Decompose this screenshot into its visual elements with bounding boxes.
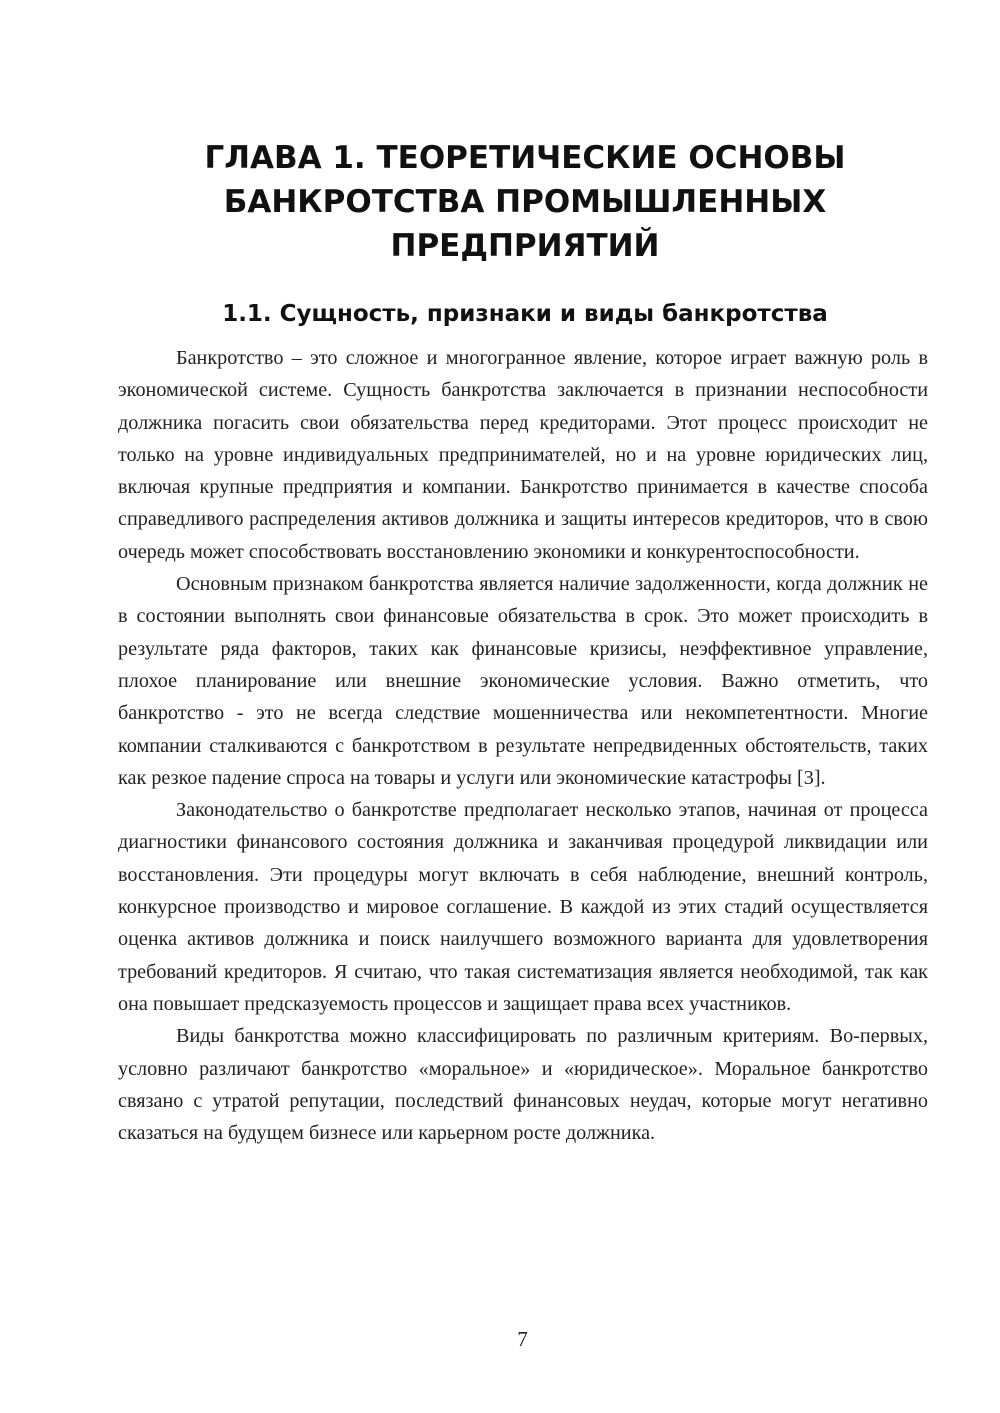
page-number: 7: [517, 1327, 528, 1351]
chapter-title: [100, 136, 950, 268]
paragraph-3: Законодательство о банкротстве предполагает несколько этапов, начиная от процесса диагностики финансового состояния должника и заканчивая процедурой ликвидации или восстановления. Эти процедуры могут включать в себя наблюдение, внешний контроль, конкурсное производство и мировое соглашение. В каждой из этих стадий осуществляется оценка активов должника и поиск наилучшего возможного варианта для удовлетворения требований кредиторов. Я считаю, что такая систематизация является необходимой, так как она повышает предсказуемость процессов и защищает права всех участников.: [118, 799, 928, 1015]
paragraph-4: Виды банкротства можно классифицировать по различным критериям. Во-первых, условно различают банкротство «моральное» и «юридическое». Моральное банкротство связано с утратой репутации, последствий финансовых неудач, которые могут негативно сказаться на будущем бизнесе или карьерном росте должника.: [118, 1025, 928, 1145]
body-text: [118, 342, 928, 1149]
paragraph-1: Банкротство – это сложное и многогранное явление, которое играет важную роль в экономической системе. Сущность банкротства заключается в признании неспособности должника погасить свои обязательства перед кредиторами. Этот процесс происходит не только на уровне индивидуальных предпринимателей, но и на уровне юридических лиц, включая крупные предприятия и компании. Банкротство принимается в качестве способа справедливого распределения активов должника и защиты интересов кредиторов, что в свою очередь может способствовать восстановлению экономики и конкурентоспособности.: [118, 347, 928, 563]
paragraph-2: Основным признаком банкротства является наличие задолженности, когда должник не в состоянии выполнять свои финансовые обязательства в срок. Это может происходить в результате ряда факторов, таких как финансовые кризисы, неэффективное управление, плохое планирование или внешние экономические условия. Важно отметить, что банкротство - это не всегда следствие мошенничества или некомпетентности. Многие компании сталкиваются с банкротством в результате непредвиденных обстоятельств, таких как резкое падение спроса на товары и услуги или экономические катастрофы [3].: [118, 573, 928, 789]
section-title: 1.1. Сущность, признаки и виды банкротства: [222, 301, 828, 327]
chapter-title-line-1: ГЛАВА 1. ТЕОРЕТИЧЕСКИЕ ОСНОВЫ: [204, 140, 846, 176]
chapter-title-line-3: ПРЕДПРИЯТИЙ: [390, 228, 660, 264]
chapter-title-line-2: БАНКРОТСТВА ПРОМЫШЛЕННЫХ: [223, 184, 827, 220]
